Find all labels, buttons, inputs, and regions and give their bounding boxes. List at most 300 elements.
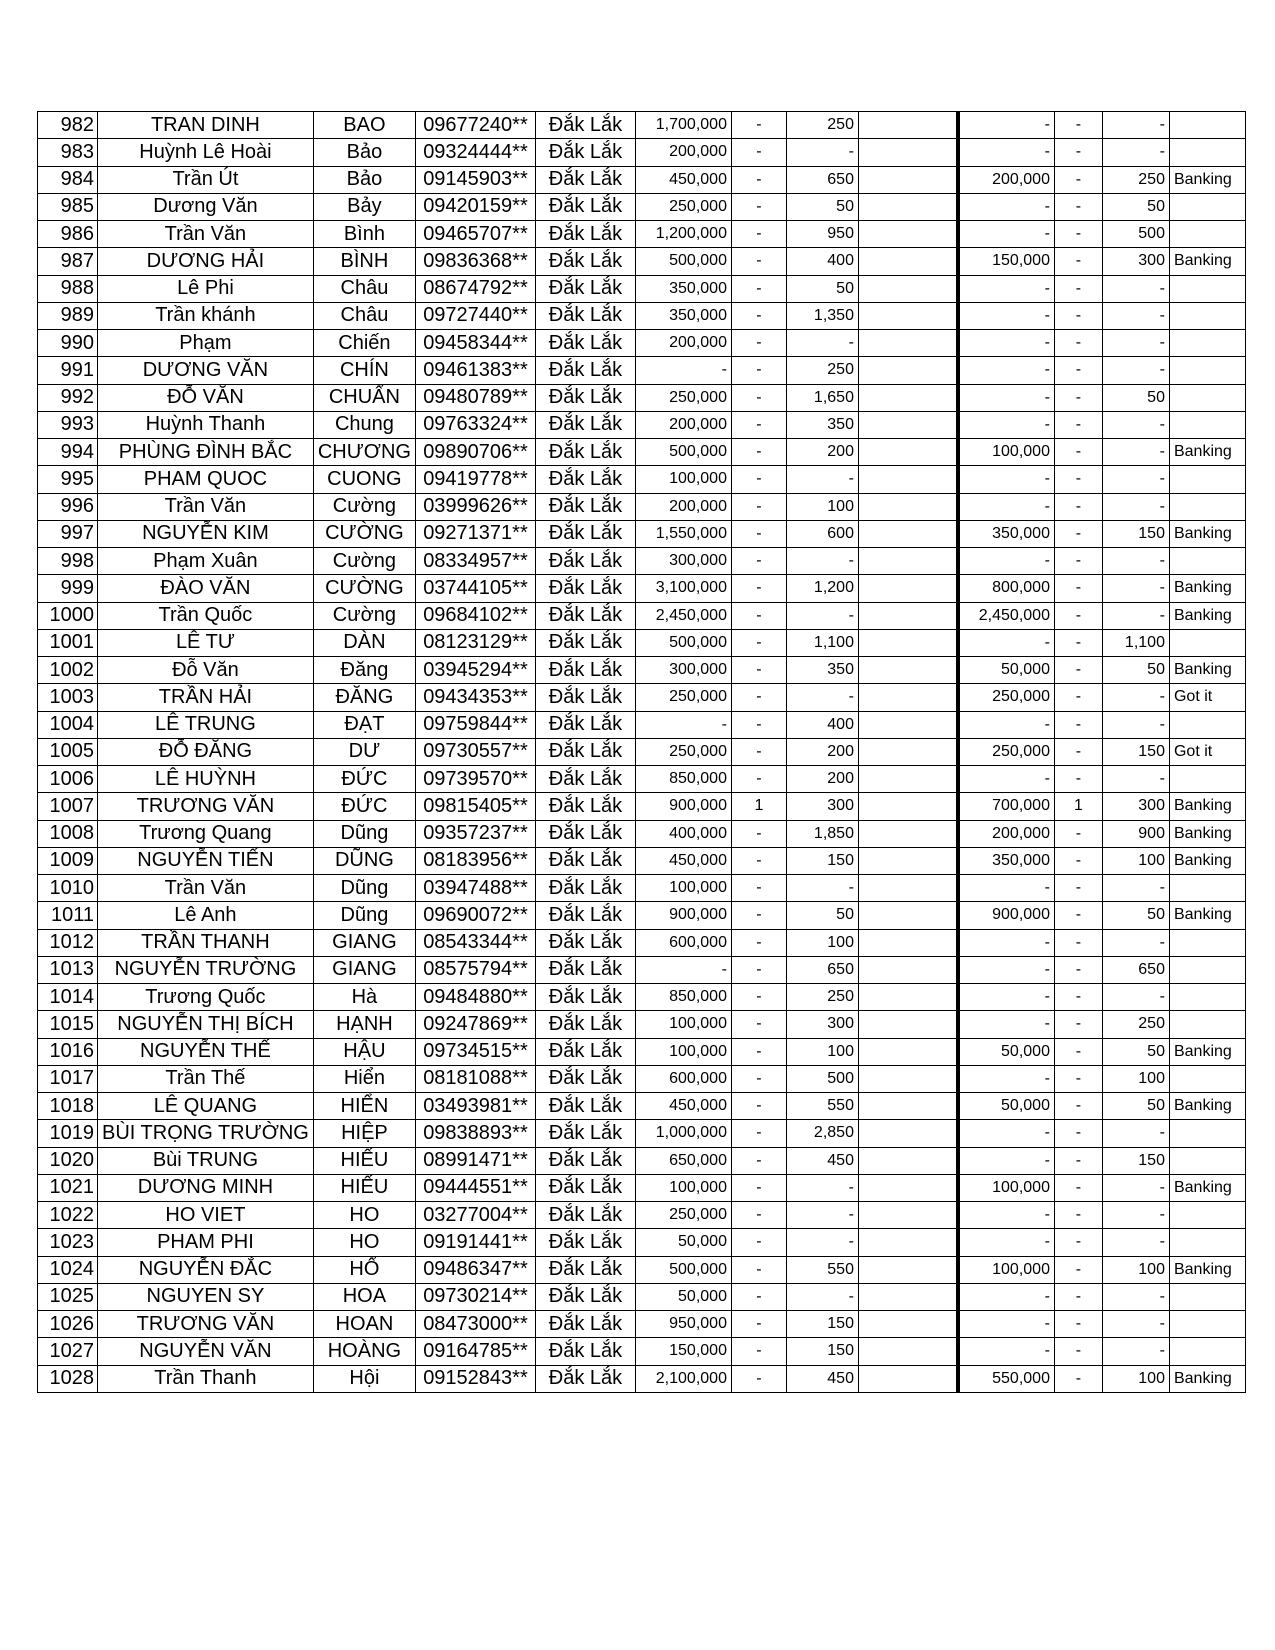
cell-first-name: Châu (313, 275, 415, 302)
cell-paid-count: - (1054, 193, 1102, 220)
cell-paid-count: - (1054, 902, 1102, 929)
cell-paid-points: - (1102, 411, 1169, 438)
cell-paid-points: 500 (1102, 221, 1169, 248)
cell-first-name: HẠNH (313, 1011, 415, 1038)
cell-count: - (731, 248, 786, 275)
cell-blank (858, 1038, 958, 1065)
table-row (38, 1338, 1246, 1365)
cell-paid-count: - (1054, 711, 1102, 738)
cell-paid-amount: - (958, 302, 1054, 329)
cell-first-name: Cường (313, 548, 415, 575)
cell-count: - (731, 1202, 786, 1229)
cell-province: Đắk Lắk (535, 411, 635, 438)
cell-count: - (731, 221, 786, 248)
cell-count: - (731, 602, 786, 629)
cell-count: - (731, 1256, 786, 1283)
cell-phone: 09420159** (415, 193, 535, 220)
cell-paid-count: - (1054, 820, 1102, 847)
cell-count: - (731, 384, 786, 411)
cell-province: Đắk Lắk (535, 1065, 635, 1092)
cell-first-name: Hội (313, 1365, 415, 1392)
cell-payment-method (1169, 1283, 1245, 1310)
cell-phone: 03277004** (415, 1202, 535, 1229)
cell-first-name: BAO (313, 112, 415, 139)
cell-paid-points: - (1102, 112, 1169, 139)
table-row (38, 302, 1246, 329)
cell-points: - (786, 1283, 858, 1310)
cell-province: Đắk Lắk (535, 1093, 635, 1120)
cell-last-middle-name: NGUYỄN THẾ (98, 1038, 314, 1065)
table-row (38, 1147, 1246, 1174)
cell-paid-count: - (1054, 1311, 1102, 1338)
cell-row-number: 985 (38, 193, 98, 220)
cell-last-middle-name: ĐỖ ĐĂNG (98, 738, 314, 765)
cell-payment-method: Got it (1169, 684, 1245, 711)
cell-amount: 100,000 (635, 875, 731, 902)
cell-count: 1 (731, 793, 786, 820)
cell-blank (858, 711, 958, 738)
cell-payment-method (1169, 1338, 1245, 1365)
cell-paid-count: - (1054, 493, 1102, 520)
cell-blank (858, 657, 958, 684)
cell-paid-amount: - (958, 766, 1054, 793)
cell-row-number: 990 (38, 330, 98, 357)
cell-payment-method: Banking (1169, 793, 1245, 820)
cell-payment-method: Banking (1169, 1174, 1245, 1201)
cell-paid-amount: - (958, 411, 1054, 438)
cell-paid-points: 50 (1102, 1038, 1169, 1065)
table-row (38, 1283, 1246, 1310)
cell-payment-method (1169, 139, 1245, 166)
cell-paid-count: - (1054, 875, 1102, 902)
cell-first-name: Đăng (313, 657, 415, 684)
cell-phone: 09730557** (415, 738, 535, 765)
cell-paid-points: 300 (1102, 793, 1169, 820)
cell-last-middle-name: LÊ HUỲNH (98, 766, 314, 793)
cell-paid-count: - (1054, 139, 1102, 166)
cell-count: - (731, 875, 786, 902)
cell-phone: 09444551** (415, 1174, 535, 1201)
cell-paid-count: - (1054, 330, 1102, 357)
cell-paid-points: 50 (1102, 657, 1169, 684)
cell-points: - (786, 1229, 858, 1256)
cell-blank (858, 330, 958, 357)
cell-row-number: 1024 (38, 1256, 98, 1283)
cell-count: - (731, 493, 786, 520)
cell-phone: 09690072** (415, 902, 535, 929)
table-row (38, 139, 1246, 166)
cell-paid-points: - (1102, 548, 1169, 575)
table-row (38, 629, 1246, 656)
cell-paid-points: - (1102, 684, 1169, 711)
cell-first-name: CƯỜNG (313, 520, 415, 547)
cell-province: Đắk Lắk (535, 439, 635, 466)
cell-row-number: 994 (38, 439, 98, 466)
cell-paid-count: - (1054, 929, 1102, 956)
cell-amount: 400,000 (635, 820, 731, 847)
cell-first-name: CUONG (313, 466, 415, 493)
cell-amount: 50,000 (635, 1229, 731, 1256)
cell-province: Đắk Lắk (535, 1202, 635, 1229)
table-row (38, 1065, 1246, 1092)
cell-last-middle-name: TRƯƠNG VĂN (98, 793, 314, 820)
cell-paid-amount: 150,000 (958, 248, 1054, 275)
cell-last-middle-name: ĐỖ VĂN (98, 384, 314, 411)
cell-last-middle-name: Phạm (98, 330, 314, 357)
cell-paid-amount: - (958, 1338, 1054, 1365)
cell-province: Đắk Lắk (535, 302, 635, 329)
cell-count: - (731, 1065, 786, 1092)
cell-amount: 200,000 (635, 139, 731, 166)
cell-last-middle-name: NGUYỄN TRƯỜNG (98, 956, 314, 983)
cell-province: Đắk Lắk (535, 1011, 635, 1038)
cell-phone: 09247869** (415, 1011, 535, 1038)
cell-paid-amount: 100,000 (958, 1256, 1054, 1283)
cell-paid-points: 900 (1102, 820, 1169, 847)
table-row (38, 847, 1246, 874)
table-row (38, 330, 1246, 357)
cell-amount: 3,100,000 (635, 575, 731, 602)
table-row (38, 711, 1246, 738)
cell-amount: 1,200,000 (635, 221, 731, 248)
cell-phone: 09480789** (415, 384, 535, 411)
cell-last-middle-name: HO VIET (98, 1202, 314, 1229)
cell-row-number: 1002 (38, 657, 98, 684)
cell-paid-amount: - (958, 1311, 1054, 1338)
cell-last-middle-name: LÊ TƯ (98, 629, 314, 656)
cell-paid-amount: - (958, 193, 1054, 220)
table-row (38, 520, 1246, 547)
cell-phone: 09734515** (415, 1038, 535, 1065)
cell-payment-method (1169, 1147, 1245, 1174)
cell-payment-method: Banking (1169, 1093, 1245, 1120)
cell-row-number: 993 (38, 411, 98, 438)
table-row (38, 466, 1246, 493)
data-table (37, 111, 1246, 1393)
cell-amount: 1,700,000 (635, 112, 731, 139)
cell-points: 250 (786, 357, 858, 384)
cell-payment-method (1169, 302, 1245, 329)
cell-province: Đắk Lắk (535, 1229, 635, 1256)
cell-phone: 03945294** (415, 657, 535, 684)
cell-last-middle-name: Trần khánh (98, 302, 314, 329)
cell-blank (858, 139, 958, 166)
cell-blank (858, 956, 958, 983)
cell-payment-method (1169, 493, 1245, 520)
cell-paid-points: 100 (1102, 1065, 1169, 1092)
cell-first-name: HOA (313, 1283, 415, 1310)
cell-row-number: 1020 (38, 1147, 98, 1174)
cell-last-middle-name: NGUYỄN KIM (98, 520, 314, 547)
cell-count: - (731, 738, 786, 765)
cell-row-number: 986 (38, 221, 98, 248)
cell-points: 400 (786, 248, 858, 275)
cell-amount: 300,000 (635, 657, 731, 684)
cell-paid-points: - (1102, 139, 1169, 166)
cell-paid-amount: 250,000 (958, 684, 1054, 711)
cell-paid-amount: 350,000 (958, 847, 1054, 874)
cell-blank (858, 466, 958, 493)
cell-paid-amount: 100,000 (958, 439, 1054, 466)
cell-payment-method (1169, 875, 1245, 902)
cell-province: Đắk Lắk (535, 1174, 635, 1201)
cell-count: - (731, 820, 786, 847)
cell-last-middle-name: TRẦN THANH (98, 929, 314, 956)
cell-first-name: Cường (313, 493, 415, 520)
cell-paid-points: - (1102, 1229, 1169, 1256)
cell-amount: 100,000 (635, 466, 731, 493)
cell-payment-method: Banking (1169, 439, 1245, 466)
cell-count: - (731, 1038, 786, 1065)
cell-province: Đắk Lắk (535, 684, 635, 711)
cell-paid-points: - (1102, 711, 1169, 738)
cell-row-number: 1015 (38, 1011, 98, 1038)
cell-first-name: DÀN (313, 629, 415, 656)
cell-paid-amount: - (958, 384, 1054, 411)
cell-paid-points: 1,100 (1102, 629, 1169, 656)
table-row (38, 384, 1246, 411)
cell-province: Đắk Lắk (535, 793, 635, 820)
cell-province: Đắk Lắk (535, 602, 635, 629)
cell-row-number: 987 (38, 248, 98, 275)
cell-payment-method: Banking (1169, 1038, 1245, 1065)
cell-paid-amount: - (958, 1229, 1054, 1256)
cell-first-name: Chung (313, 411, 415, 438)
cell-last-middle-name: Lê Phi (98, 275, 314, 302)
cell-amount: 850,000 (635, 984, 731, 1011)
cell-province: Đắk Lắk (535, 657, 635, 684)
table-row (38, 684, 1246, 711)
cell-amount: 250,000 (635, 384, 731, 411)
cell-blank (858, 1147, 958, 1174)
cell-first-name: Bảo (313, 139, 415, 166)
cell-payment-method (1169, 629, 1245, 656)
cell-first-name: Dũng (313, 902, 415, 929)
table-row (38, 956, 1246, 983)
cell-province: Đắk Lắk (535, 193, 635, 220)
cell-paid-amount: 700,000 (958, 793, 1054, 820)
cell-last-middle-name: ĐÀO VĂN (98, 575, 314, 602)
cell-paid-amount: - (958, 1065, 1054, 1092)
cell-paid-points: - (1102, 984, 1169, 1011)
cell-points: 200 (786, 766, 858, 793)
cell-row-number: 992 (38, 384, 98, 411)
cell-first-name: HIẾU (313, 1147, 415, 1174)
cell-paid-count: - (1054, 248, 1102, 275)
cell-blank (858, 847, 958, 874)
cell-province: Đắk Lắk (535, 875, 635, 902)
cell-row-number: 1023 (38, 1229, 98, 1256)
cell-blank (858, 1065, 958, 1092)
cell-first-name: Châu (313, 302, 415, 329)
cell-payment-method (1169, 984, 1245, 1011)
cell-last-middle-name: TRẦN HẢI (98, 684, 314, 711)
cell-row-number: 1003 (38, 684, 98, 711)
cell-last-middle-name: TRAN DINH (98, 112, 314, 139)
cell-blank (858, 1365, 958, 1392)
cell-points: 500 (786, 1065, 858, 1092)
cell-paid-count: - (1054, 1229, 1102, 1256)
cell-province: Đắk Lắk (535, 112, 635, 139)
cell-points: 50 (786, 275, 858, 302)
cell-first-name: GIANG (313, 956, 415, 983)
cell-paid-amount: 900,000 (958, 902, 1054, 929)
cell-payment-method: Banking (1169, 602, 1245, 629)
cell-blank (858, 520, 958, 547)
cell-amount: 1,000,000 (635, 1120, 731, 1147)
cell-first-name: CHƯƠNG (313, 439, 415, 466)
cell-paid-points: 650 (1102, 956, 1169, 983)
cell-phone: 09419778** (415, 466, 535, 493)
cell-phone: 09739570** (415, 766, 535, 793)
cell-first-name: HIỆP (313, 1120, 415, 1147)
cell-last-middle-name: DƯƠNG HẢI (98, 248, 314, 275)
table-row (38, 411, 1246, 438)
cell-row-number: 998 (38, 548, 98, 575)
cell-first-name: ĐẠT (313, 711, 415, 738)
cell-first-name: Hiển (313, 1065, 415, 1092)
cell-phone: 08674792** (415, 275, 535, 302)
cell-paid-points: 300 (1102, 248, 1169, 275)
table-row (38, 275, 1246, 302)
cell-province: Đắk Lắk (535, 466, 635, 493)
cell-blank (858, 875, 958, 902)
cell-phone: 08183956** (415, 847, 535, 874)
cell-points: - (786, 548, 858, 575)
cell-first-name: Bảo (313, 166, 415, 193)
cell-first-name: HO (313, 1229, 415, 1256)
cell-paid-points: - (1102, 766, 1169, 793)
cell-blank (858, 1174, 958, 1201)
cell-last-middle-name: DƯƠNG MINH (98, 1174, 314, 1201)
cell-phone: 08575794** (415, 956, 535, 983)
cell-first-name: BÌNH (313, 248, 415, 275)
cell-last-middle-name: NGUYỄN VĂN (98, 1338, 314, 1365)
cell-row-number: 995 (38, 466, 98, 493)
cell-points: - (786, 1174, 858, 1201)
cell-paid-points: - (1102, 602, 1169, 629)
cell-paid-amount: 800,000 (958, 575, 1054, 602)
cell-blank (858, 575, 958, 602)
cell-points: 50 (786, 902, 858, 929)
cell-last-middle-name: Trần Thanh (98, 1365, 314, 1392)
cell-last-middle-name: NGUYỄN THỊ BÍCH (98, 1011, 314, 1038)
cell-points: 550 (786, 1093, 858, 1120)
cell-count: - (731, 520, 786, 547)
cell-paid-count: - (1054, 1093, 1102, 1120)
cell-row-number: 991 (38, 357, 98, 384)
cell-paid-points: - (1102, 357, 1169, 384)
cell-paid-count: - (1054, 766, 1102, 793)
cell-payment-method (1169, 1311, 1245, 1338)
cell-last-middle-name: Trần Quốc (98, 602, 314, 629)
cell-amount: 500,000 (635, 248, 731, 275)
cell-points: 150 (786, 1311, 858, 1338)
cell-row-number: 1017 (38, 1065, 98, 1092)
cell-amount: - (635, 357, 731, 384)
cell-paid-points: - (1102, 1338, 1169, 1365)
cell-row-number: 1028 (38, 1365, 98, 1392)
cell-count: - (731, 1011, 786, 1038)
cell-points: 2,850 (786, 1120, 858, 1147)
table-row (38, 1120, 1246, 1147)
cell-points: 350 (786, 657, 858, 684)
cell-paid-points: 100 (1102, 1256, 1169, 1283)
cell-blank (858, 1229, 958, 1256)
table-row (38, 493, 1246, 520)
cell-first-name: HẬU (313, 1038, 415, 1065)
cell-points: - (786, 684, 858, 711)
cell-amount: 900,000 (635, 793, 731, 820)
cell-payment-method (1169, 956, 1245, 983)
cell-paid-amount: - (958, 711, 1054, 738)
cell-count: - (731, 929, 786, 956)
cell-paid-points: - (1102, 575, 1169, 602)
cell-payment-method: Banking (1169, 1256, 1245, 1283)
cell-points: 150 (786, 1338, 858, 1365)
cell-blank (858, 112, 958, 139)
cell-paid-amount: - (958, 875, 1054, 902)
cell-amount: 650,000 (635, 1147, 731, 1174)
cell-row-number: 1021 (38, 1174, 98, 1201)
cell-points: 200 (786, 738, 858, 765)
cell-points: 100 (786, 1038, 858, 1065)
table-row (38, 1174, 1246, 1201)
cell-points: - (786, 602, 858, 629)
cell-blank (858, 221, 958, 248)
cell-points: 950 (786, 221, 858, 248)
cell-paid-points: - (1102, 875, 1169, 902)
cell-paid-points: 50 (1102, 1093, 1169, 1120)
cell-paid-count: - (1054, 439, 1102, 466)
cell-blank (858, 1338, 958, 1365)
cell-count: - (731, 902, 786, 929)
cell-amount: 350,000 (635, 302, 731, 329)
cell-row-number: 982 (38, 112, 98, 139)
cell-row-number: 984 (38, 166, 98, 193)
cell-phone: 09484880** (415, 984, 535, 1011)
cell-paid-count: - (1054, 520, 1102, 547)
cell-count: - (731, 629, 786, 656)
cell-row-number: 1027 (38, 1338, 98, 1365)
cell-count: - (731, 1147, 786, 1174)
table-row (38, 1093, 1246, 1120)
cell-paid-count: - (1054, 1120, 1102, 1147)
cell-points: 300 (786, 793, 858, 820)
cell-points: 600 (786, 520, 858, 547)
cell-count: - (731, 847, 786, 874)
cell-blank (858, 302, 958, 329)
cell-paid-count: - (1054, 956, 1102, 983)
cell-count: - (731, 1311, 786, 1338)
table-row (38, 875, 1246, 902)
cell-amount: 100,000 (635, 1011, 731, 1038)
cell-amount: 100,000 (635, 1174, 731, 1201)
cell-row-number: 999 (38, 575, 98, 602)
cell-row-number: 1014 (38, 984, 98, 1011)
cell-paid-count: - (1054, 548, 1102, 575)
cell-province: Đắk Lắk (535, 1256, 635, 1283)
cell-phone: 03493981** (415, 1093, 535, 1120)
cell-paid-count: - (1054, 1038, 1102, 1065)
cell-count: - (731, 575, 786, 602)
cell-blank (858, 738, 958, 765)
cell-points: 650 (786, 166, 858, 193)
cell-blank (858, 1093, 958, 1120)
table-row (38, 1011, 1246, 1038)
table-row (38, 575, 1246, 602)
cell-first-name: HO (313, 1202, 415, 1229)
